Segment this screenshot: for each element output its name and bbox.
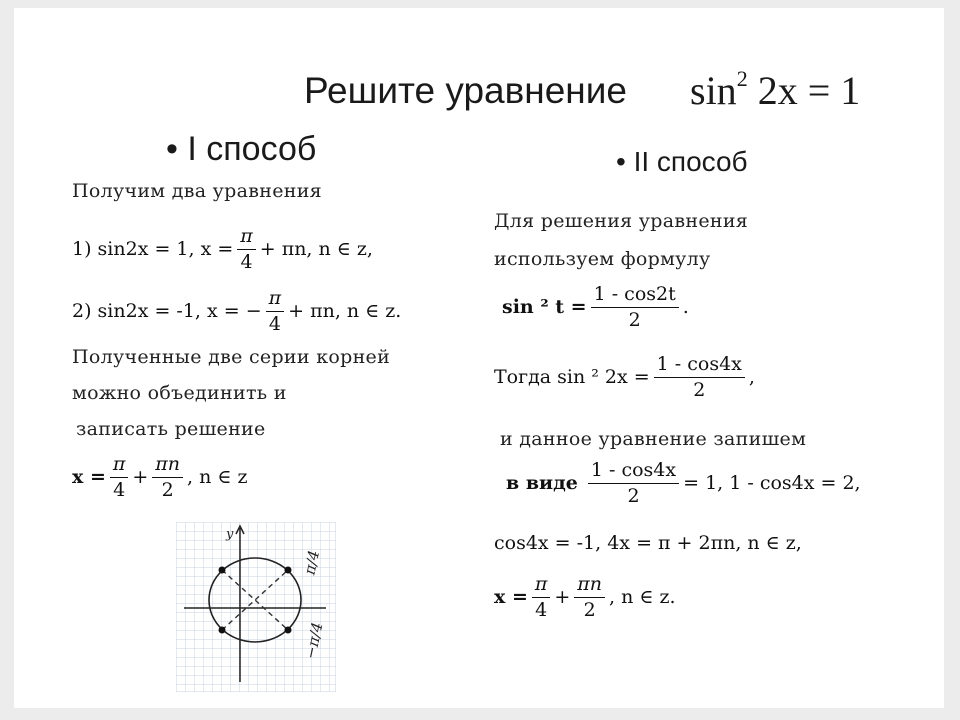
slide: [14, 8, 944, 708]
solution-frac1: [110, 454, 129, 501]
graph-paper: [176, 522, 336, 692]
line4-lhs: в виде: [506, 472, 578, 495]
formula-num: 1 - cos2t: [591, 284, 679, 308]
point-upper-right: [285, 567, 292, 574]
then-lhs: Тогда sin ² 2x =: [494, 366, 650, 389]
method2-heading: [616, 146, 748, 178]
method2-intro-line1: Для решения уравнения: [494, 210, 749, 232]
eq2-den: 4: [268, 312, 281, 335]
line4-fraction: [588, 460, 679, 507]
method1-para-line1: Полученные две серии корней: [72, 346, 391, 368]
label-minus-pi-over-4: −π/4: [301, 620, 327, 661]
unit-circle-figure: [176, 522, 336, 692]
solution-tail: , n ∈ z: [187, 466, 248, 489]
then-fraction: [654, 354, 745, 401]
answer-num1: π: [532, 574, 551, 598]
solution-plus: +: [132, 466, 149, 489]
solution-num1: π: [110, 454, 129, 478]
page-title: Решите уравнение: [304, 70, 627, 111]
y-axis-label: y: [226, 527, 234, 542]
bullet-icon: •: [616, 146, 634, 177]
label-pi-over-4: π/4: [300, 548, 324, 577]
method1-eq2: [72, 288, 401, 335]
solution-lhs: x =: [72, 466, 106, 489]
method2-line5: cos4x = -1, 4x = π + 2πn, n ∈ z,: [494, 532, 802, 554]
method1-heading: [166, 130, 316, 169]
eq1-lhs: 1) sin2x = 1, x =: [72, 238, 234, 261]
method1-solution: [72, 454, 248, 501]
line4-tail: = 1, 1 - cos4x = 2,: [683, 472, 861, 495]
formula-fraction: [591, 284, 679, 331]
answer-den1: 4: [535, 598, 548, 621]
method1-para-line3: записать решение: [76, 418, 266, 440]
eq1-den: 4: [240, 250, 253, 273]
formula-lhs: sin ² t =: [502, 296, 587, 319]
answer-den2: 2: [583, 598, 596, 621]
line4-num: 1 - cos4x: [588, 460, 679, 484]
eq1-tail: + πn, n ∈ z,: [259, 238, 373, 261]
answer-frac2: [574, 574, 605, 621]
eq2-fraction: [266, 288, 285, 335]
then-den: 2: [693, 378, 706, 401]
solution-den1: 4: [113, 478, 126, 501]
title-eq-fn: sin: [690, 68, 737, 113]
formula-tail: .: [682, 296, 689, 319]
method2-answer: [494, 574, 676, 621]
point-lower-left: [219, 627, 226, 634]
eq2-tail: + πn, n ∈ z.: [288, 300, 402, 323]
title-eq-exp: 2: [736, 66, 748, 91]
method1-para-line2: можно объединить и: [72, 382, 287, 404]
method1-heading-text: I способ: [187, 130, 317, 168]
answer-frac1: [532, 574, 551, 621]
solution-frac2: [152, 454, 183, 501]
method2-formula: [502, 284, 689, 331]
method2-then: [494, 354, 755, 401]
answer-tail: , n ∈ z.: [609, 586, 676, 609]
answer-num2: πn: [574, 574, 605, 598]
method1-eq1: [72, 226, 373, 273]
then-tail: ,: [748, 366, 755, 389]
title-eq-arg: 2x: [757, 68, 798, 113]
title-eq-rhs: = 1: [807, 68, 861, 113]
answer-lhs: x =: [494, 586, 528, 609]
eq2-num: π: [266, 288, 285, 312]
line4-den: 2: [627, 484, 640, 507]
eq1-num: π: [237, 226, 256, 250]
point-upper-left: [219, 567, 226, 574]
bullet-icon: •: [166, 130, 188, 168]
method2-heading-text: II способ: [633, 146, 748, 177]
formula-den: 2: [628, 308, 641, 331]
title-equation: [690, 66, 860, 114]
solution-num2: πn: [152, 454, 183, 478]
point-lower-right: [285, 627, 292, 634]
method1-intro: Получим два уравнения: [72, 180, 322, 202]
method2-line3: и данное уравнение запишем: [500, 428, 807, 450]
answer-plus: +: [554, 586, 571, 609]
solution-den2: 2: [161, 478, 174, 501]
then-num: 1 - cos4x: [654, 354, 745, 378]
method2-line4: [506, 460, 861, 507]
eq1-fraction: [237, 226, 256, 273]
method2-intro-line2: используем формулу: [494, 248, 711, 270]
eq2-lhs: 2) sin2x = -1, x = −: [72, 300, 262, 323]
